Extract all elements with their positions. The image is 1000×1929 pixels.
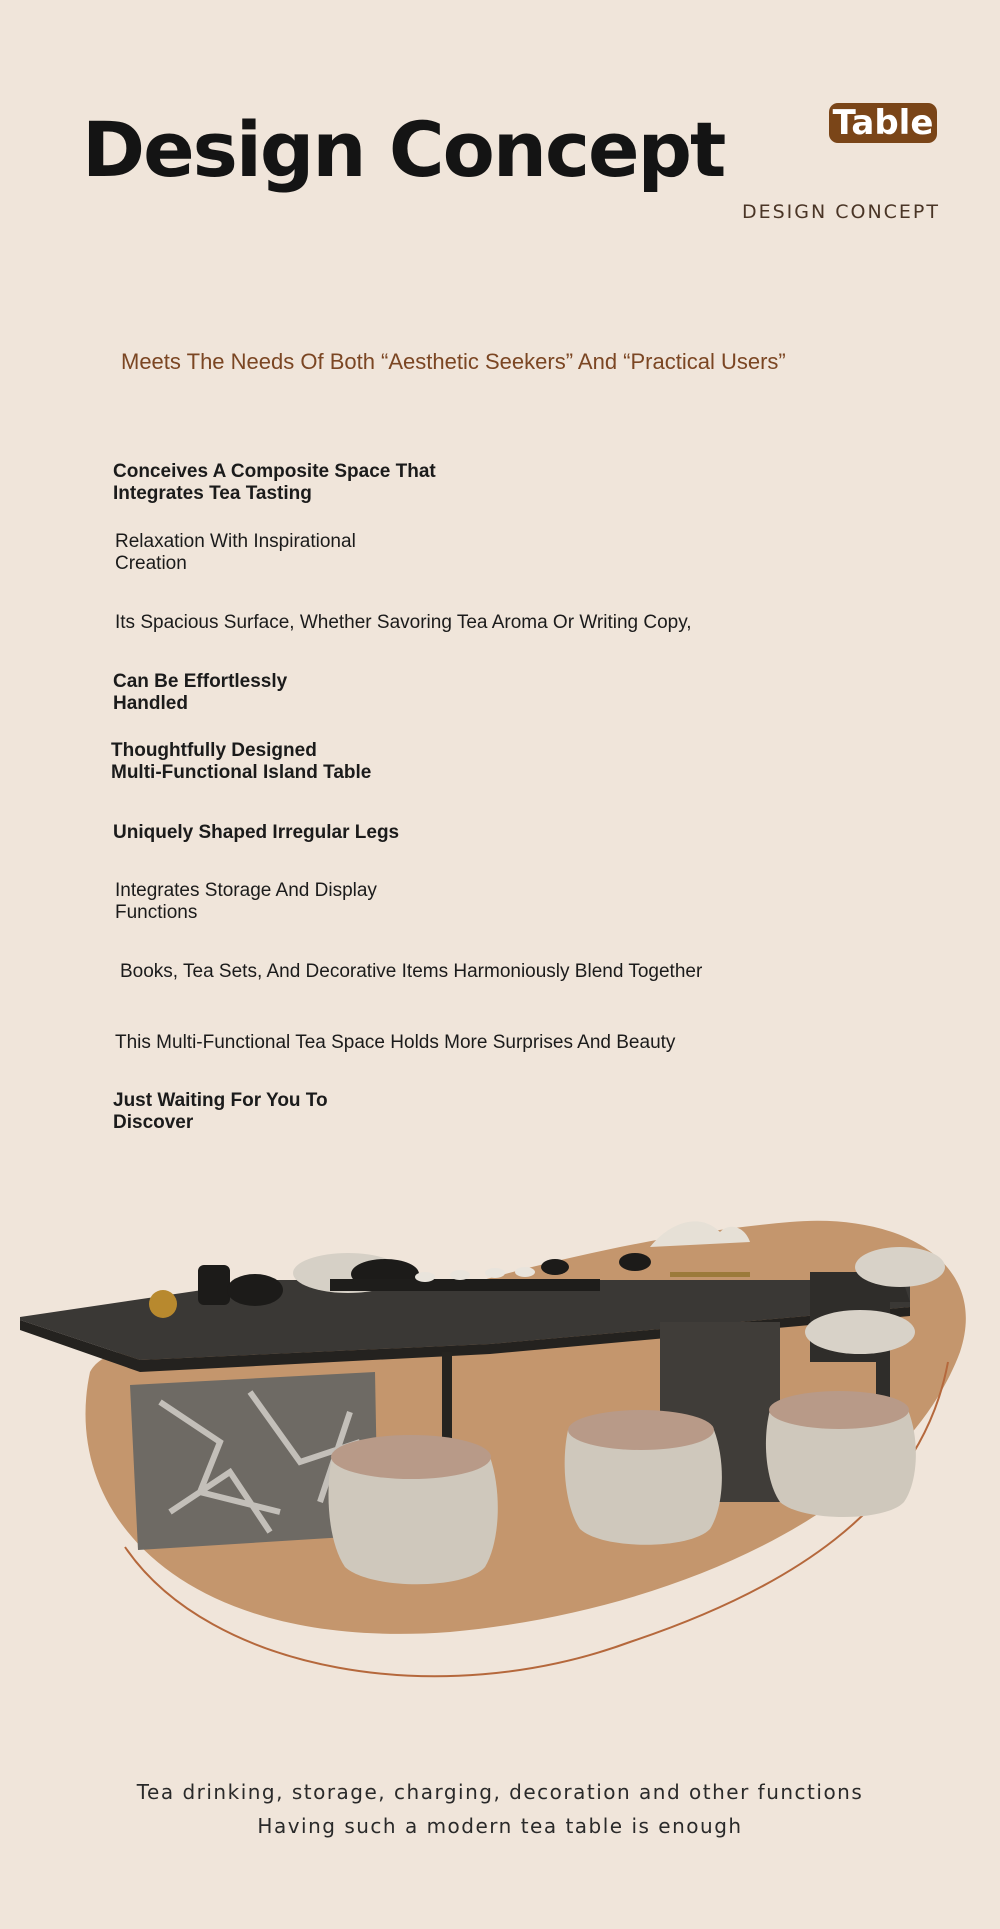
copy-block-9 bbox=[115, 1032, 675, 1054]
copy-block-6 bbox=[113, 822, 399, 844]
copy-block-8 bbox=[120, 961, 702, 983]
footer-line: Having such a modern tea table is enough bbox=[257, 1814, 743, 1838]
copy-block-5 bbox=[111, 740, 371, 784]
headline: Meets The Needs Of Both “Aesthetic Seekers” And “Practical Users” bbox=[121, 349, 786, 374]
tea-table-product-image bbox=[20, 1212, 980, 1702]
copy-block-4 bbox=[113, 671, 287, 715]
copy-line: Relaxation With Inspirational bbox=[115, 531, 356, 552]
stool-3 bbox=[766, 1391, 916, 1517]
copy-line: Its Spacious Surface, Whether Savoring Tea Aroma Or Writing Copy, bbox=[115, 612, 692, 633]
copy-line: Just Waiting For You To bbox=[113, 1090, 328, 1111]
chair-cushion bbox=[805, 1310, 915, 1354]
footer-line: Tea drinking, storage, charging, decoration and other functions bbox=[136, 1780, 864, 1804]
copy-block-10 bbox=[113, 1090, 328, 1134]
stool-2 bbox=[565, 1410, 722, 1545]
copy-line: Creation bbox=[115, 553, 187, 574]
copy-line: Can Be Effortlessly bbox=[113, 671, 288, 692]
page-title: Design Concept bbox=[82, 105, 725, 194]
copy-line: Functions bbox=[115, 902, 198, 923]
copy-line: Integrates Tea Tasting bbox=[113, 483, 312, 504]
stool-1 bbox=[328, 1435, 497, 1584]
footer-caption bbox=[0, 1775, 1000, 1843]
section-subtitle: DESIGN CONCEPT bbox=[741, 201, 940, 223]
copy-line: Books, Tea Sets, And Decorative Items Harmoniously Blend Together bbox=[120, 961, 703, 982]
copy-line: Discover bbox=[113, 1112, 194, 1133]
copy-line: Thoughtfully Designed bbox=[111, 740, 317, 761]
table-badge: Table bbox=[829, 103, 937, 143]
copy-line: This Multi-Functional Tea Space Holds More Surprises And Beauty bbox=[115, 1032, 676, 1053]
copy-block-2 bbox=[115, 531, 356, 575]
copy-block-1 bbox=[113, 461, 436, 505]
chair-back bbox=[855, 1247, 945, 1287]
copy-line: Handled bbox=[113, 693, 188, 714]
copy-line: Conceives A Composite Space That bbox=[113, 461, 436, 482]
copy-block-7 bbox=[115, 880, 377, 924]
copy-line: Multi-Functional Island Table bbox=[111, 762, 372, 783]
copy-line: Integrates Storage And Display bbox=[115, 880, 377, 901]
copy-line: Uniquely Shaped Irregular Legs bbox=[113, 822, 400, 843]
copy-block-3 bbox=[115, 612, 692, 634]
